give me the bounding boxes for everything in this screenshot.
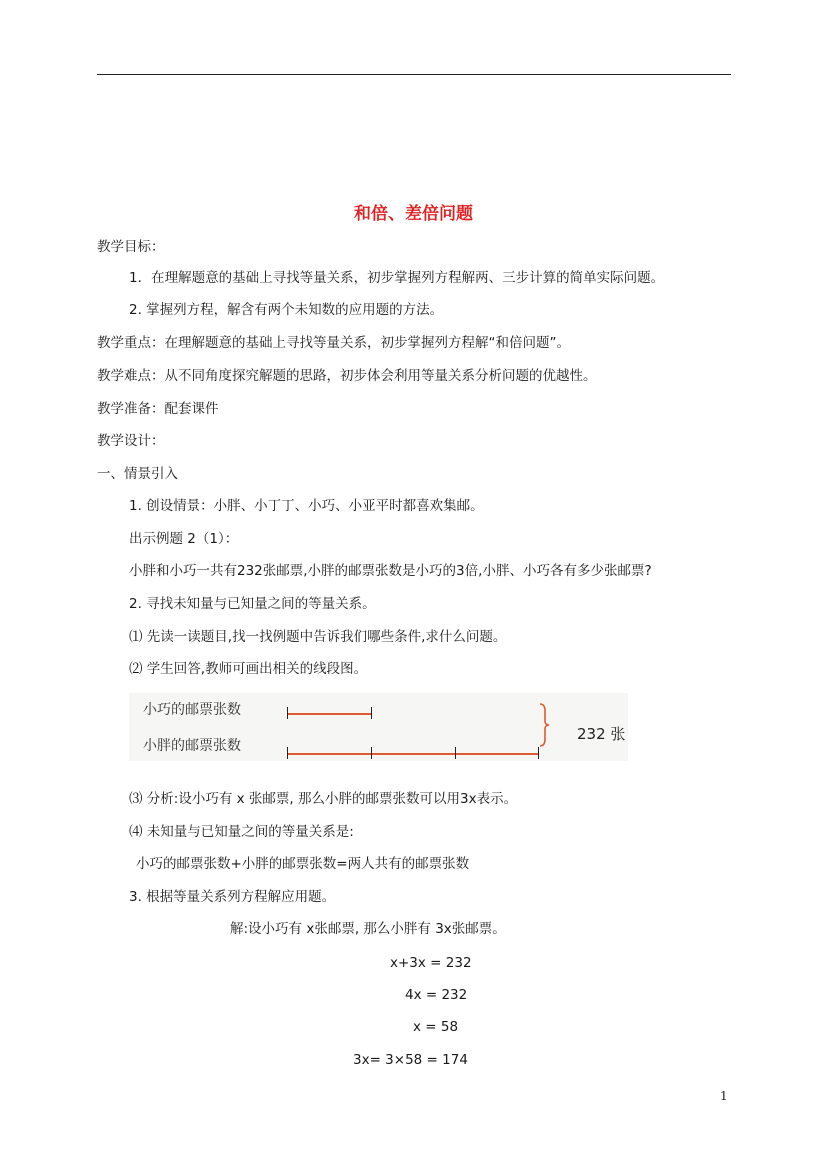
equation-2: 4x = 232 xyxy=(405,987,468,1003)
header-rule xyxy=(97,74,731,75)
diagram-label-bottom: 小胖的邮票张数 xyxy=(143,738,241,754)
top-tick-end xyxy=(371,707,372,719)
diagram-label-top: 小巧的邮票张数 xyxy=(143,702,241,718)
page-title: 和倍、差倍问题 xyxy=(354,204,473,224)
top-segment xyxy=(287,713,371,715)
design-heading: 教学设计： xyxy=(97,433,165,449)
substep-2: ⑵ 学生回答,教师可画出相关的线段图。 xyxy=(129,661,368,677)
line-segment-diagram xyxy=(129,693,628,761)
example-problem: 小胖和小巧一共有232张邮票,小胖的邮票张数是小巧的3倍,小胖、小巧各有多少张邮票? xyxy=(129,563,652,579)
equation-3: x = 58 xyxy=(413,1019,459,1035)
equation-1: x+3x = 232 xyxy=(390,955,472,971)
solution-intro: 解:设小巧有 x张邮票, 那么小胖有 3x张邮票。 xyxy=(230,921,506,937)
section-1-heading: 一、情景引入 xyxy=(97,466,178,482)
objectives-heading: 教学目标： xyxy=(97,239,165,255)
equation-4: 3x= 3×58 = 174 xyxy=(353,1052,468,1068)
bottom-tick-2 xyxy=(455,747,456,759)
bottom-tick-1 xyxy=(371,747,372,759)
bottom-segment xyxy=(287,753,539,755)
substep-4: ⑷ 未知量与已知量之间的等量关系是: xyxy=(129,824,354,840)
difficult-point: 教学难点：从不同角度探究解题的思路，初步体会利用等量关系分析问题的优越性。 xyxy=(97,368,597,384)
page-number: 1 xyxy=(720,1089,728,1103)
step-2: 2. 寻找未知量与已知量之间的等量关系。 xyxy=(129,596,376,612)
equivalence-relation: 小巧的邮票张数+小胖的邮票张数=两人共有的邮票张数 xyxy=(136,856,470,872)
preparation: 教学准备：配套课件 xyxy=(97,401,219,417)
substep-1: ⑴ 先读一读题目,找一找例题中告诉我们哪些条件,求什么问题。 xyxy=(129,629,507,645)
diagram-total: 232 张 xyxy=(577,725,626,743)
key-point: 教学重点：在理解题意的基础上寻找等量关系，初步掌握列方程解“和倍问题”。 xyxy=(97,335,570,351)
top-tick-start xyxy=(287,707,288,719)
bottom-tick-0 xyxy=(287,747,288,759)
objective-1: 1．在理解题意的基础上寻找等量关系，初步掌握列方程解两、三步计算的简单实际问题。 xyxy=(129,270,665,286)
objective-2: 2. 掌握列方程，解含有两个未知数的应用题的方法。 xyxy=(129,302,444,318)
substep-3: ⑶ 分析:设小巧有 x 张邮票, 那么小胖的邮票张数可以用3x表示。 xyxy=(129,791,518,807)
step-1: 1. 创设情景：小胖、小丁丁、小巧、小亚平时都喜欢集邮。 xyxy=(129,498,484,514)
brace-icon xyxy=(539,703,549,747)
bottom-tick-3 xyxy=(538,747,539,759)
example-label: 出示例题 2（1）： xyxy=(129,531,239,547)
step-3: 3. 根据等量关系列方程解应用题。 xyxy=(129,889,336,905)
